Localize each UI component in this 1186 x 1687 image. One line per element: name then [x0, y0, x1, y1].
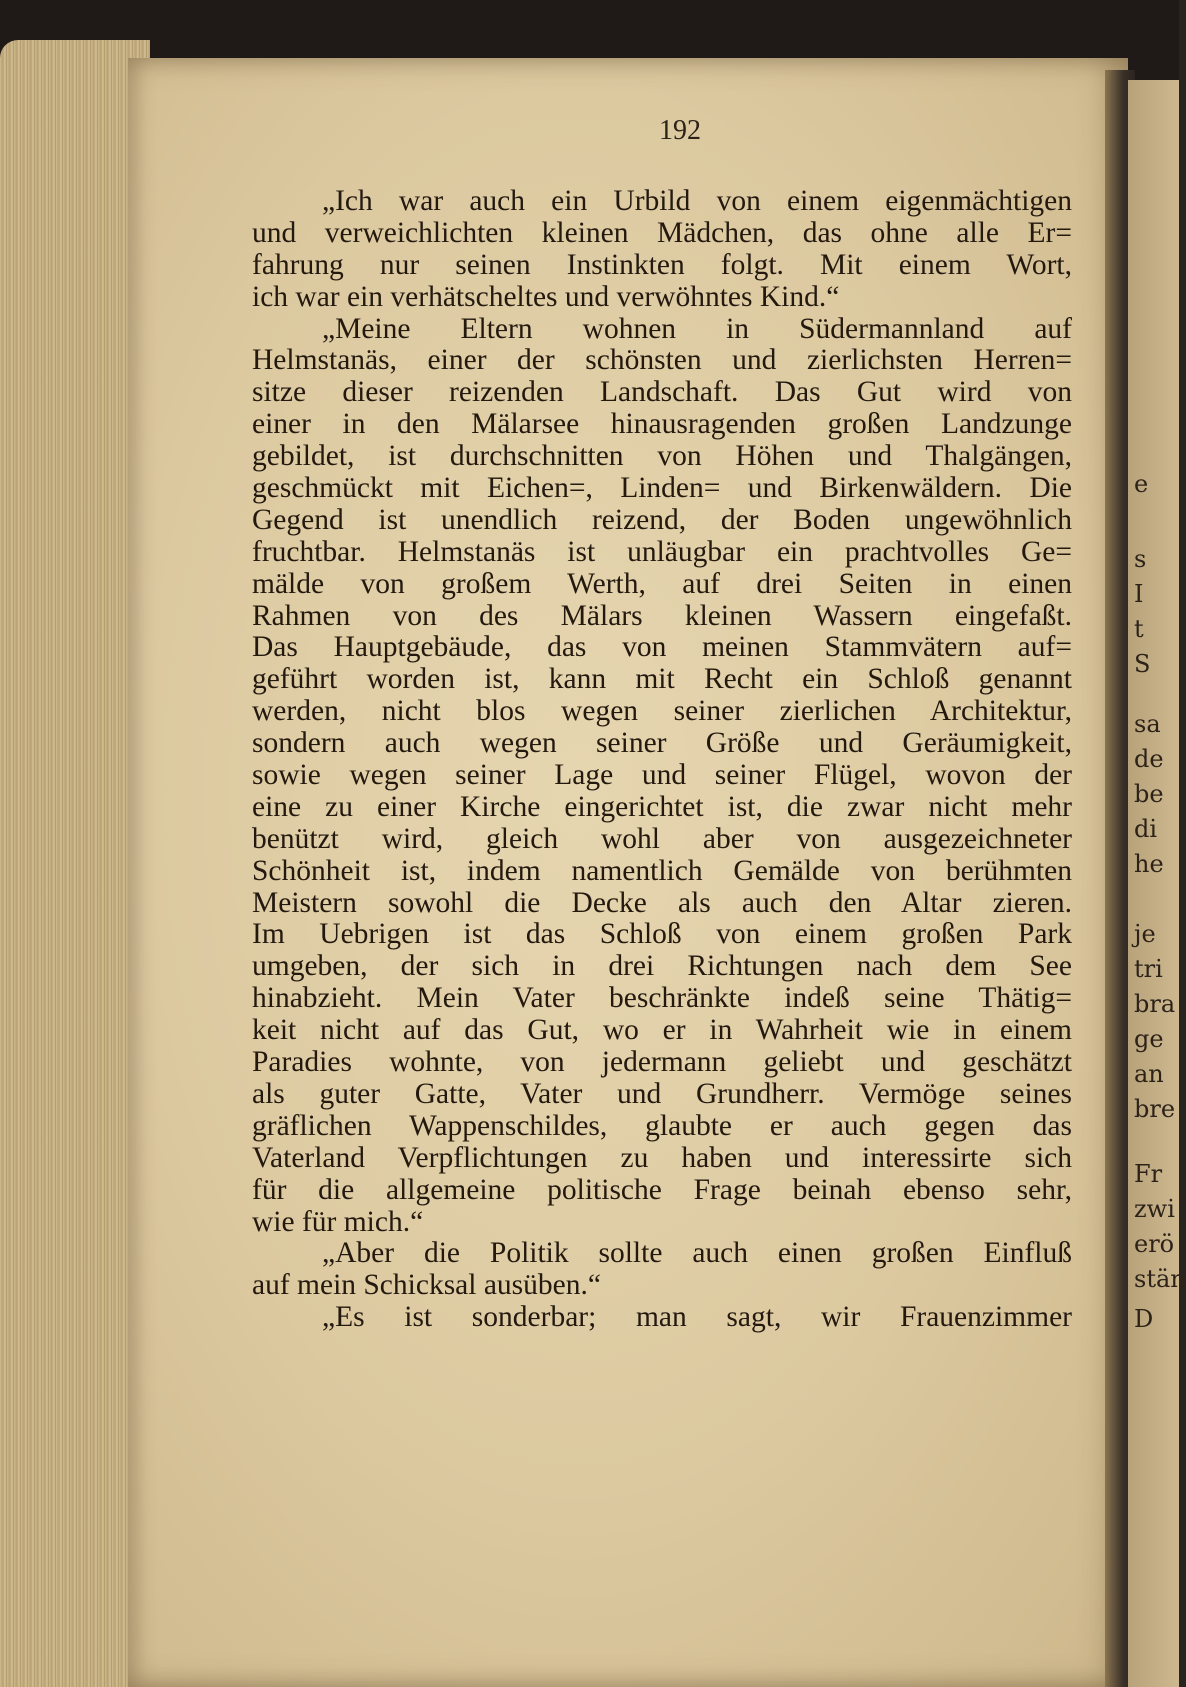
next-page-fragment: je: [1134, 920, 1156, 948]
next-page-fragment: Fr: [1134, 1160, 1163, 1188]
next-page-fragment: de: [1134, 745, 1164, 773]
text-line: sitze dieser reizenden Landschaft. Das Gut wird von: [252, 376, 1072, 409]
text-line: geführt worden ist, kann mit Recht ein Schloß genannt: [252, 663, 1072, 696]
text-line: benützt wird, gleich wohl aber von ausgezeichneter: [252, 822, 1072, 855]
page-number: 192: [659, 115, 701, 146]
text-line: Paradies wohnte, von jedermann geliebt und geschätzt: [252, 1046, 1072, 1079]
text-line: gebildet, ist durchschnitten von Höhen und Thalgängen,: [252, 440, 1072, 473]
next-page-fragment: t: [1134, 615, 1144, 643]
text-line: werden, nicht blos wegen seiner zierlichen Architektur,: [252, 695, 1072, 728]
next-page-fragment: S: [1134, 650, 1151, 678]
next-page-fragment: e: [1134, 470, 1149, 498]
text-line: einer in den Mälarsee hinausragenden großen Landzunge: [252, 408, 1072, 441]
text-line: Rahmen von des Mälars kleinen Wassern eingefaßt.: [252, 599, 1072, 632]
text-line: mälde von großem Werth, auf drei Seiten in einen: [252, 567, 1072, 600]
text-line: Vaterland Verpflichtungen zu haben und interessirte sich: [252, 1141, 1072, 1174]
text-line: Im Uebrigen ist das Schloß von einem großen Park: [252, 918, 1072, 951]
text-line: keit nicht auf das Gut, wo er in Wahrheit wie in einem: [252, 1014, 1072, 1047]
text-line: Gegend ist unendlich reizend, der Boden ungewöhnlich: [252, 503, 1072, 536]
text-line: fahrung nur seinen Instinkten folgt. Mit einem Wort,: [252, 248, 1072, 281]
text-line: „Ich war auch ein Urbild von einem eigenmächtigen: [322, 185, 1072, 217]
text-line: als guter Gatte, Vater und Grundherr. Vermöge seines: [252, 1077, 1072, 1110]
next-page-fragment: di: [1134, 815, 1158, 843]
next-page-fragment: bre: [1134, 1095, 1176, 1123]
next-page-fragment: s: [1134, 545, 1147, 573]
text-line: Schönheit ist, indem namentlich Gemälde von berühmten: [252, 854, 1072, 887]
text-line: „Meine Eltern wohnen in Südermannland auf: [322, 312, 1072, 345]
text-line: geschmückt mit Eichen=, Linden= und Birkenwäldern. Die: [252, 472, 1072, 505]
text-line: „Es ist sonderbar; man sagt, wir Frauenzimmer: [322, 1301, 1072, 1334]
next-page-fragment: D: [1134, 1305, 1154, 1333]
next-page-fragment: zwi: [1134, 1195, 1175, 1223]
next-page-fragment: sa: [1134, 710, 1161, 738]
text-line: Helmstanäs, einer der schönsten und zierlichsten Herren=: [252, 344, 1072, 377]
next-page-fragment: erö: [1134, 1230, 1175, 1258]
next-page-fragment: ge: [1134, 1025, 1164, 1053]
text-line: fruchtbar. Helmstanäs ist unläugbar ein prachtvolles Ge=: [252, 535, 1072, 568]
text-line: ich war ein verhätscheltes und verwöhntes Kind.“: [252, 280, 840, 313]
text-line: sowie wegen seiner Lage und seiner Flügel, wovon der: [252, 759, 1072, 792]
text-line: wie für mich.“: [252, 1205, 424, 1238]
text-line: hinabzieht. Mein Vater beschränkte indeß seine Thätig=: [252, 982, 1072, 1015]
next-page-fragment: stän: [1134, 1265, 1186, 1293]
next-page-fragment: an: [1134, 1060, 1164, 1088]
next-page-edge: [1128, 80, 1186, 1687]
next-page-fragment: tri: [1134, 955, 1163, 983]
next-page-fragment: bra: [1134, 990, 1176, 1018]
text-line: sondern auch wegen seiner Größe und Geräumigkeit,: [252, 727, 1072, 760]
next-page-fragment: he: [1134, 850, 1164, 878]
next-page-fragment: I: [1134, 580, 1144, 608]
body-text: [252, 186, 1072, 1334]
text-line: umgeben, der sich in drei Richtungen nach dem See: [252, 950, 1072, 983]
text-line: auf mein Schicksal ausüben.“: [252, 1269, 601, 1302]
text-line: Meistern sowohl die Decke als auch den Altar zieren.: [252, 886, 1072, 919]
text-line: und verweichlichten kleinen Mädchen, das ohne alle Er=: [252, 216, 1072, 249]
next-page-fragment: be: [1134, 780, 1164, 808]
text-line: Das Hauptgebäude, das von meinen Stammvätern auf=: [252, 631, 1072, 664]
text-line: für die allgemeine politische Frage beinah ebenso sehr,: [252, 1173, 1072, 1206]
text-line: eine zu einer Kirche eingerichtet ist, die zwar nicht mehr: [252, 790, 1072, 823]
text-line: „Aber die Politik sollte auch einen großen Einfluß: [322, 1237, 1072, 1270]
text-line: gräflichen Wappenschildes, glaubte er auch gegen das: [252, 1109, 1072, 1142]
